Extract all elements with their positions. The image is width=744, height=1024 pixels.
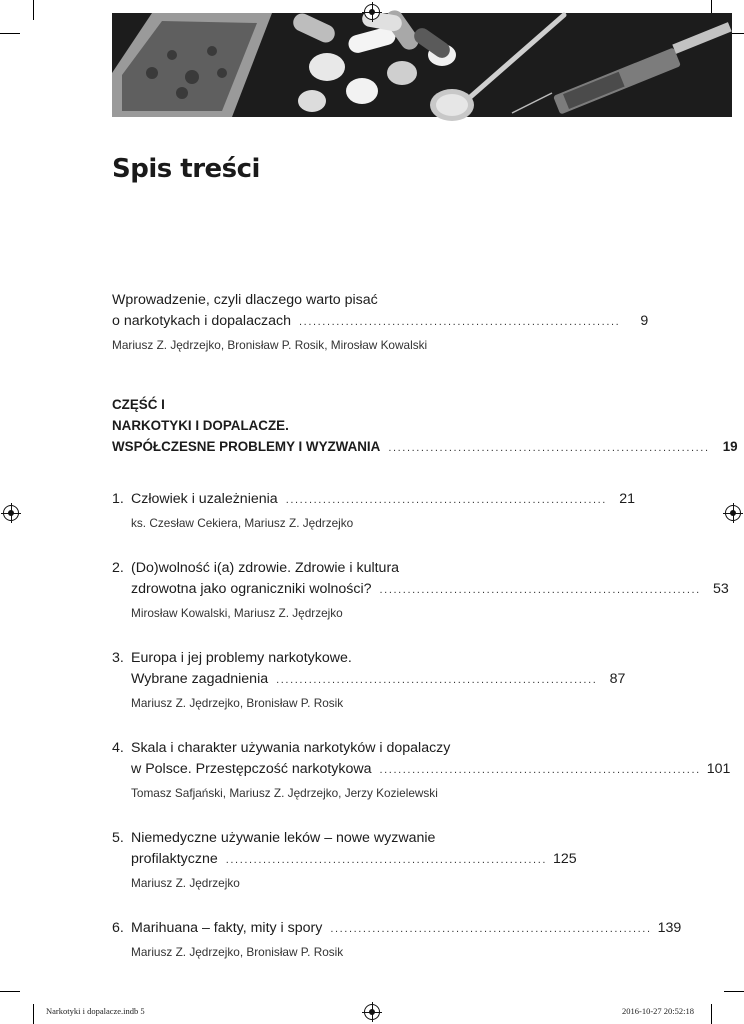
- toc-chapter-6[interactable]: [112, 918, 682, 961]
- toc-entry-title-line: [112, 648, 512, 669]
- chapter-number: 5.: [112, 830, 124, 846]
- toc-entry-title: Człowiek i uzależnienia: [131, 491, 278, 507]
- table-of-contents: [112, 290, 738, 987]
- page-number: 19: [722, 439, 738, 454]
- crop-mark-top-left-v: [33, 0, 34, 20]
- toc-entry-authors: Mariusz Z. Jędrzejko: [131, 876, 240, 890]
- crop-mark-bottom-right-h: [724, 991, 744, 992]
- toc-chapter-5[interactable]: [112, 828, 577, 892]
- toc-entry-title: Niemedyczne używanie leków – nowe wyzwanie: [131, 830, 436, 846]
- toc-entry-title-line: [112, 669, 626, 691]
- toc-chapter-4[interactable]: [112, 738, 731, 802]
- toc-chapter-2[interactable]: [112, 558, 729, 622]
- toc-entry-authors: Mariusz Z. Jędrzejko, Bronisław P. Rosik: [131, 696, 344, 710]
- part-label: CZĘŚĆ I: [112, 397, 165, 412]
- registration-mark-icon: [725, 505, 741, 521]
- toc-entry-authors: ks. Czesław Cekiera, Mariusz Z. Jędrzejko: [131, 516, 354, 530]
- crop-mark-bottom-left-h: [0, 991, 20, 992]
- dot-leader: .....................................................................: [379, 764, 701, 776]
- toc-entry-title-line: [112, 558, 512, 579]
- toc-entry-authors: Mariusz Z. Jędrzejko, Bronisław P. Rosik, Mirosław Kowalski: [112, 338, 428, 352]
- toc-entry-title-line: [112, 489, 635, 511]
- toc-entry-title: w Polsce. Przestępczość narkotykowa: [131, 761, 372, 777]
- page-title: Spis treści: [112, 154, 260, 184]
- dot-leader: .....................................................................: [225, 854, 548, 866]
- toc-entry-title-line: [112, 311, 649, 333]
- toc-entry-title-line: [112, 759, 731, 781]
- toc-entry-title-line: [112, 828, 512, 849]
- registration-mark-icon: [364, 1004, 380, 1020]
- dot-leader: .....................................................................: [285, 494, 607, 506]
- dot-leader: .....................................................................: [388, 442, 710, 454]
- toc-entry-title: Wprowadzenie, czyli dlaczego warto pisać: [112, 292, 378, 308]
- crop-mark-top-left-h: [0, 33, 20, 34]
- dot-leader: .....................................................................: [276, 674, 598, 686]
- chapter-number: 6.: [112, 920, 124, 936]
- toc-chapter-1[interactable]: [112, 489, 635, 532]
- toc-entry-title: Wybrane zagadnienia: [131, 671, 269, 687]
- toc-entry-title: zdrowotna jako ograniczniki wolności?: [131, 581, 372, 597]
- crop-mark-bottom-left-v: [33, 1004, 34, 1024]
- page-number: 125: [553, 851, 577, 867]
- header-photo: [112, 13, 732, 117]
- page-number: 139: [657, 920, 682, 936]
- registration-mark-icon: [364, 4, 380, 20]
- toc-entry-authors: Mirosław Kowalski, Mariusz Z. Jędrzejko: [131, 606, 343, 620]
- dot-leader: .....................................................................: [379, 584, 701, 596]
- part-title-line: NARKOTYKI I DOPALACZE.: [112, 418, 289, 433]
- page-number: 9: [640, 313, 649, 329]
- part-title-line: WSPÓŁCZESNE PROBLEMY I WYZWANIA ..................................................................... 19: [112, 436, 512, 459]
- toc-entry-introduction[interactable]: [112, 290, 649, 354]
- toc-entry-title: Marihuana – fakty, mity i spory: [131, 920, 323, 936]
- toc-entry-title-line: [112, 738, 512, 759]
- drugs-photo-illustration: [112, 13, 732, 117]
- toc-entry-authors: Tomasz Safjański, Mariusz Z. Jędrzejko, Jerzy Kozielewski: [131, 786, 438, 800]
- toc-entry-title: Skala i charakter używania narkotyków i dopalaczy: [131, 740, 451, 756]
- dot-leader: .....................................................................: [299, 316, 621, 328]
- toc-entry-title-line: [112, 918, 682, 940]
- chapter-number: 3.: [112, 650, 124, 666]
- page-number: 87: [609, 671, 626, 687]
- dot-leader: .....................................................................: [330, 923, 652, 935]
- page-number: 21: [619, 491, 635, 507]
- toc-entry-title-line: [112, 579, 729, 601]
- toc-entry-authors: Mariusz Z. Jędrzejko, Bronisław P. Rosik: [131, 945, 344, 959]
- page-number: 101: [706, 761, 731, 777]
- chapter-number: 1.: [112, 491, 124, 507]
- crop-mark-bottom-right-v: [711, 1004, 712, 1024]
- toc-entry-title: (Do)wolność i(a) zdrowie. Zdrowie i kultura: [131, 560, 400, 576]
- toc-part-one[interactable]: [112, 394, 738, 459]
- print-slug-timestamp: 2016-10-27 20:52:18: [622, 1006, 695, 1016]
- print-slug-file: Narkotyki i dopalacze.indb 5: [46, 1006, 145, 1016]
- toc-entry-title: Europa i jej problemy narkotykowe.: [131, 650, 352, 666]
- page-number: 53: [713, 581, 729, 597]
- registration-mark-icon: [3, 505, 19, 521]
- toc-entry-title-line: [112, 290, 512, 311]
- toc-entry-title: o narkotykach i dopalaczach: [112, 313, 292, 329]
- toc-entry-title-line: [112, 849, 577, 871]
- toc-entry-title: profilaktyczne: [131, 851, 218, 867]
- toc-chapter-3[interactable]: [112, 648, 626, 712]
- chapter-number: 4.: [112, 740, 124, 756]
- chapter-number: 2.: [112, 560, 124, 576]
